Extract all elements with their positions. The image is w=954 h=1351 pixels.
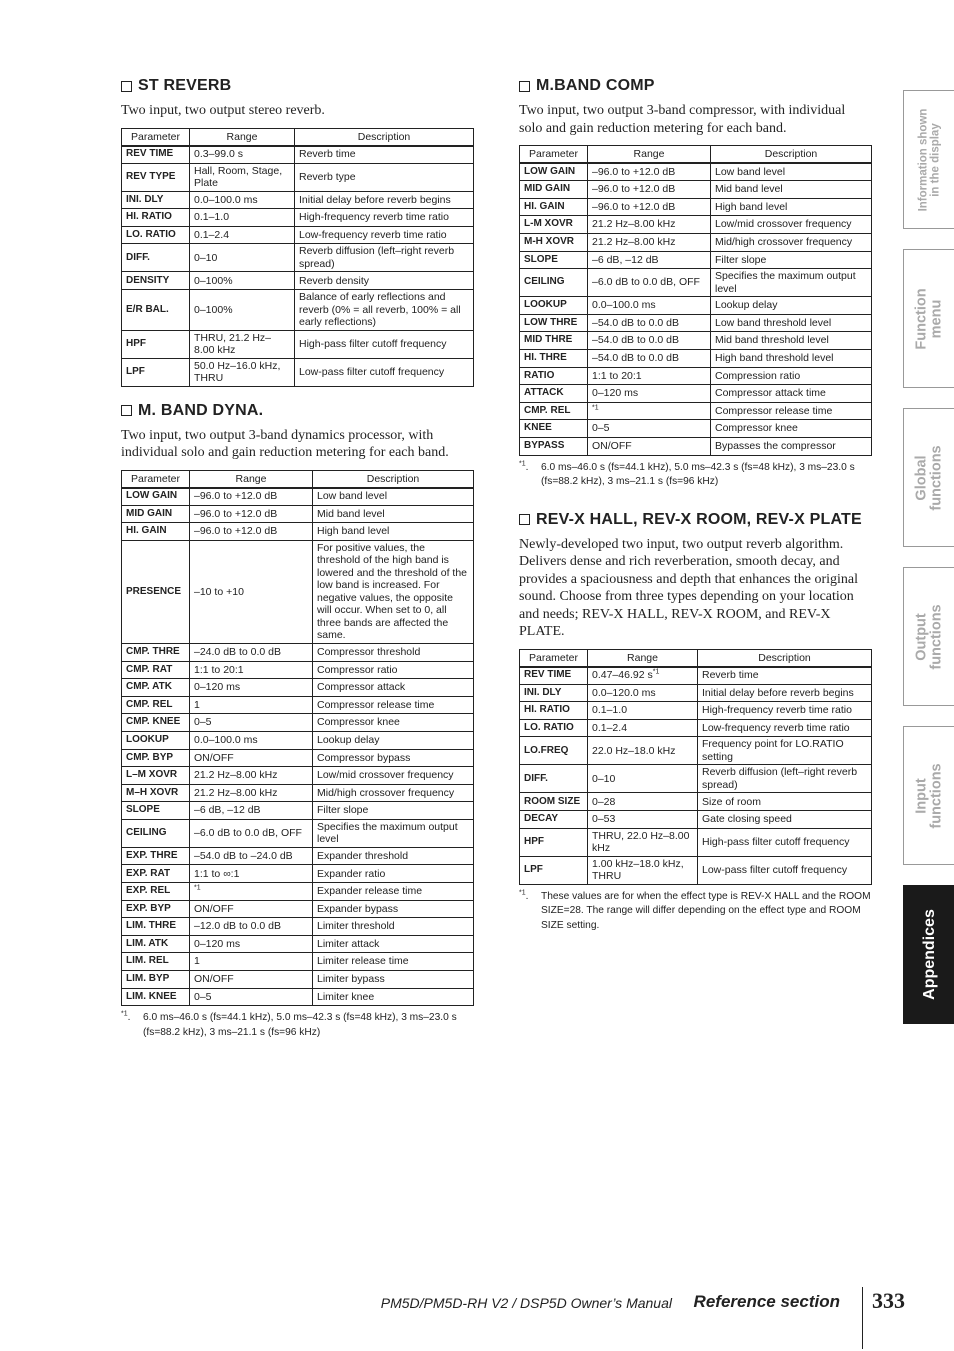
table-row: [520, 198, 872, 216]
parameter-cell: E/R BAL.: [122, 290, 190, 331]
parameter-cell: M–H XOVR: [122, 784, 190, 802]
parameter-cell: LPF: [520, 856, 588, 884]
description-cell: Compressor release time: [313, 696, 474, 714]
left-column: [121, 76, 474, 1040]
parameter-cell: HI. GAIN: [520, 198, 588, 216]
description-cell: Limiter threshold: [313, 918, 474, 936]
table-row: [520, 702, 872, 720]
table-row: [520, 367, 872, 385]
range-cell: 0–53: [588, 811, 698, 829]
description-cell: Expander release time: [313, 883, 474, 901]
parameter-cell: LIM. REL: [122, 953, 190, 971]
description-cell: Compressor release time: [711, 402, 872, 420]
parameter-cell: ROOM SIZE: [520, 793, 588, 811]
range-cell: 0–120 ms: [588, 385, 711, 403]
parameter-cell: CMP. RAT: [122, 661, 190, 679]
table-row: [122, 146, 474, 164]
table-row: [520, 332, 872, 350]
col-header-description: Description: [313, 470, 474, 488]
range-cell: –24.0 dB to 0.0 dB: [190, 643, 313, 661]
range-cell: 0.47–46.92 $s^{*1}$: [588, 667, 698, 685]
range-cell: 1: [190, 696, 313, 714]
range-cell: 1:1 to ∞:1: [190, 865, 313, 883]
revx-intro: Newly-developed two input, two output reverb algorithm. Delivers dense and rich reverberation, smooth decay, and provides a spaciousness and depth that enhances the original sound. Choose from three types depending on your location and needs; REV-X HALL, REV-X ROOM, and REV-X PLATE.: [519, 536, 859, 639]
mband-comp-table: [519, 145, 872, 456]
table-row: [122, 488, 474, 506]
range-cell: 0–120 ms: [190, 935, 313, 953]
range-cell: ON/OFF: [190, 971, 313, 989]
description-cell: Low band threshold level: [711, 314, 872, 332]
col-header-parameter: Parameter: [520, 146, 588, 164]
table-row: [520, 420, 872, 438]
tab-appendices[interactable]: Appendices: [903, 885, 954, 1024]
description-cell: High band level: [711, 198, 872, 216]
col-header-range: Range: [190, 470, 313, 488]
description-cell: Compressor attack time: [711, 385, 872, 403]
range-cell: 1:1 to 20:1: [190, 661, 313, 679]
range-cell: ON/OFF: [190, 749, 313, 767]
parameter-cell: RATIO: [520, 367, 588, 385]
parameter-cell: INI. DLY: [520, 684, 588, 702]
range-cell: –6 dB, –12 dB: [190, 802, 313, 820]
description-cell: Compressor attack: [313, 679, 474, 697]
range-cell: –6.0 dB to 0.0 dB, OFF: [190, 819, 313, 847]
range-cell: 0.0–100.0 ms: [190, 191, 295, 209]
parameter-cell: L-M XOVR: [520, 216, 588, 234]
table-row: [122, 505, 474, 523]
mband-dyna-heading: M. BAND DYNA.: [121, 401, 474, 421]
parameter-cell: SLOPE: [122, 802, 190, 820]
range-cell: 1: [190, 953, 313, 971]
description-cell: Low/mid crossover frequency: [711, 216, 872, 234]
description-cell: Compressor threshold: [313, 643, 474, 661]
range-cell: –96.0 to +12.0 dB: [588, 163, 711, 181]
description-cell: Compressor bypass: [313, 749, 474, 767]
parameter-cell: CMP. KNEE: [122, 714, 190, 732]
range-cell: *1: [190, 883, 313, 901]
col-header-description: Description: [711, 146, 872, 164]
description-cell: Filter slope: [313, 802, 474, 820]
table-row: [520, 163, 872, 181]
description-cell: Limiter bypass: [313, 971, 474, 989]
table-row: [520, 314, 872, 332]
range-cell: –12.0 dB to 0.0 dB: [190, 918, 313, 936]
mband-comp-intro: Two input, two output 3-band compressor, with individual solo and gain reduction metering for each band.: [519, 103, 846, 136]
table-row: [520, 437, 872, 455]
table-row: [122, 988, 474, 1006]
parameter-cell: LPF: [122, 358, 190, 386]
range-cell: 50.0 Hz–16.0 kHz, THRU: [190, 358, 295, 386]
parameter-cell: PRESENCE: [122, 540, 190, 643]
description-cell: Reverb diffusion (left–right reverb spread): [698, 765, 872, 793]
table-row: [122, 643, 474, 661]
parameter-cell: REV TYPE: [122, 163, 190, 191]
description-cell: High band threshold level: [711, 349, 872, 367]
description-cell: Specifies the maximum output level: [711, 269, 872, 297]
description-cell: Frequency point for LO.RATIO setting: [698, 737, 872, 765]
description-cell: Initial delay before reverb begins: [698, 684, 872, 702]
parameter-cell: ATTACK: [520, 385, 588, 403]
range-cell: 0–5: [190, 714, 313, 732]
description-cell: Compression ratio: [711, 367, 872, 385]
table-row: [122, 784, 474, 802]
description-cell: Mid/high crossover frequency: [711, 233, 872, 251]
description-cell: High-pass filter cutoff frequency: [698, 828, 872, 856]
tab-function-menu[interactable]: Function menu: [903, 249, 954, 388]
table-row: [520, 856, 872, 884]
table-row: [122, 244, 474, 272]
footer-manual-title: PM5D/PM5D-RH V2 / DSP5D Owner’s Manual: [380, 1295, 672, 1311]
range-cell: 1:1 to 20:1: [588, 367, 711, 385]
description-cell: Compressor knee: [313, 714, 474, 732]
parameter-cell: LOOKUP: [122, 731, 190, 749]
table-row: [520, 233, 872, 251]
description-cell: Low band level: [313, 488, 474, 506]
col-header-parameter: Parameter: [520, 649, 588, 667]
range-cell: Hall, Room, Stage, Plate: [190, 163, 295, 191]
range-cell: 0–5: [190, 988, 313, 1006]
parameter-cell: M-H XOVR: [520, 233, 588, 251]
parameter-cell: LO.FREQ: [520, 737, 588, 765]
description-cell: High-frequency reverb time ratio: [295, 209, 474, 227]
table-row: [122, 330, 474, 358]
parameter-cell: EXP. BYP: [122, 900, 190, 918]
parameter-cell: LIM. ATK: [122, 935, 190, 953]
checkbox-bullet-icon: [121, 405, 132, 416]
description-cell: For positive values, the threshold of the high band is lowered and the threshold of the low band is increased. For negative values, the opposite will occur. When set to 0, all three bands are affected the same.: [313, 540, 474, 643]
description-cell: Reverb density: [295, 272, 474, 290]
parameter-cell: LOW GAIN: [122, 488, 190, 506]
table-row: [122, 540, 474, 643]
table-row: [122, 847, 474, 865]
table-row: [520, 684, 872, 702]
parameter-cell: INI. DLY: [122, 191, 190, 209]
col-header-parameter: Parameter: [122, 470, 190, 488]
range-cell: –6.0 dB to 0.0 dB, OFF: [588, 269, 711, 297]
revx-footnote: $^{*1}$. These values are for when the effect type is REV-X HALL and the ROOM SIZE=28. The range will differ depending on the effect type and ROOM SIZE setting.: [519, 889, 871, 931]
parameter-cell: MID THRE: [520, 332, 588, 350]
tab-output-functions[interactable]: Output functions: [903, 567, 954, 706]
parameter-cell: LO. RATIO: [122, 226, 190, 244]
tab-global-functions[interactable]: Global functions: [903, 408, 954, 547]
description-cell: Expander ratio: [313, 865, 474, 883]
description-cell: Size of room: [698, 793, 872, 811]
table-row: [520, 793, 872, 811]
footer-section-name: Reference section: [693, 1292, 840, 1311]
parameter-cell: DECAY: [520, 811, 588, 829]
range-cell: ON/OFF: [190, 900, 313, 918]
description-cell: Compressor knee: [711, 420, 872, 438]
range-cell: –96.0 to +12.0 dB: [190, 488, 313, 506]
table-row: [520, 719, 872, 737]
range-cell: ON/OFF: [588, 437, 711, 455]
parameter-cell: EXP. RAT: [122, 865, 190, 883]
table-row: [122, 661, 474, 679]
parameter-cell: LOW GAIN: [520, 163, 588, 181]
revx-heading: REV-X HALL, REV-X ROOM, REV-X PLATE: [519, 510, 872, 530]
description-cell: Low-pass filter cutoff frequency: [698, 856, 872, 884]
parameter-cell: DIFF.: [122, 244, 190, 272]
checkbox-bullet-icon: [519, 514, 530, 525]
page-number: 333: [872, 1288, 905, 1313]
table-row: [122, 749, 474, 767]
table-row: [122, 935, 474, 953]
range-cell: –10 to +10: [190, 540, 313, 643]
parameter-cell: LOW THRE: [520, 314, 588, 332]
parameter-cell: CMP. BYP: [122, 749, 190, 767]
parameter-cell: LIM. KNEE: [122, 988, 190, 1006]
description-cell: Balance of early reflections and reverb (0% = all reverb, 100% = all early reflections): [295, 290, 474, 331]
description-cell: Mid/high crossover frequency: [313, 784, 474, 802]
description-cell: Mid band level: [711, 181, 872, 199]
description-cell: Reverb time: [698, 667, 872, 685]
parameter-cell: CEILING: [520, 269, 588, 297]
table-row: [122, 679, 474, 697]
revx-table: [519, 649, 872, 885]
parameter-cell: HI. GAIN: [122, 523, 190, 541]
range-cell: *1: [588, 402, 711, 420]
range-cell: –96.0 to +12.0 dB: [588, 181, 711, 199]
parameter-cell: HI. RATIO: [520, 702, 588, 720]
table-row: [520, 811, 872, 829]
description-cell: Initial delay before reverb begins: [295, 191, 474, 209]
parameter-cell: DENSITY: [122, 272, 190, 290]
range-cell: –54.0 dB to –24.0 dB: [190, 847, 313, 865]
table-row: [520, 828, 872, 856]
description-cell: Expander threshold: [313, 847, 474, 865]
table-row: [122, 358, 474, 386]
parameter-cell: LOOKUP: [520, 297, 588, 315]
description-cell: Limiter release time: [313, 953, 474, 971]
col-header-description: Description: [698, 649, 872, 667]
range-cell: –54.0 dB to 0.0 dB: [588, 349, 711, 367]
description-cell: Specifies the maximum output level: [313, 819, 474, 847]
description-cell: Low-frequency reverb time ratio: [295, 226, 474, 244]
st-reverb-heading: ST REVERB: [121, 76, 474, 96]
mband-dyna-table: [121, 470, 474, 1007]
parameter-cell: CMP. ATK: [122, 679, 190, 697]
description-cell: Gate closing speed: [698, 811, 872, 829]
description-cell: Lookup delay: [711, 297, 872, 315]
table-row: [122, 226, 474, 244]
table-row: [122, 731, 474, 749]
range-cell: 0.1–1.0: [588, 702, 698, 720]
parameter-cell: CMP. REL: [122, 696, 190, 714]
tab-information-shown[interactable]: Information shown in the display: [903, 90, 954, 229]
description-cell: Expander bypass: [313, 900, 474, 918]
description-cell: High band level: [313, 523, 474, 541]
description-cell: Low-frequency reverb time ratio: [698, 719, 872, 737]
table-row: [122, 523, 474, 541]
range-cell: THRU, 21.2 Hz–8.00 kHz: [190, 330, 295, 358]
parameter-cell: CMP. REL: [520, 402, 588, 420]
parameter-cell: MID GAIN: [122, 505, 190, 523]
parameter-cell: KNEE: [520, 420, 588, 438]
table-row: [122, 971, 474, 989]
description-cell: Limiter knee: [313, 988, 474, 1006]
table-row: [122, 272, 474, 290]
parameter-cell: REV TIME: [520, 667, 588, 685]
tab-input-functions[interactable]: Input functions: [903, 726, 954, 865]
parameter-cell: BYPASS: [520, 437, 588, 455]
table-row: [520, 181, 872, 199]
description-cell: Lookup delay: [313, 731, 474, 749]
range-cell: –6 dB, –12 dB: [588, 251, 711, 269]
table-row: [122, 918, 474, 936]
parameter-cell: SLOPE: [520, 251, 588, 269]
description-cell: Mid band level: [313, 505, 474, 523]
col-header-parameter: Parameter: [122, 128, 190, 146]
range-cell: 1.00 kHz–18.0 kHz, THRU: [588, 856, 698, 884]
description-cell: Reverb diffusion (left–right reverb spread): [295, 244, 474, 272]
range-cell: 21.2 Hz–8.00 kHz: [588, 233, 711, 251]
range-cell: 21.2 Hz–8.00 kHz: [190, 784, 313, 802]
parameter-cell: MID GAIN: [520, 181, 588, 199]
table-row: [122, 163, 474, 191]
range-cell: 0.0–120.0 ms: [588, 684, 698, 702]
table-row: [122, 900, 474, 918]
st-reverb-table: [121, 128, 474, 387]
range-cell: –96.0 to +12.0 dB: [588, 198, 711, 216]
description-cell: Low/mid crossover frequency: [313, 767, 474, 785]
parameter-cell: REV TIME: [122, 146, 190, 164]
right-column: [519, 76, 872, 933]
parameter-cell: HI. THRE: [520, 349, 588, 367]
table-row: [520, 349, 872, 367]
description-cell: Filter slope: [711, 251, 872, 269]
range-cell: 0–5: [588, 420, 711, 438]
description-cell: Low-pass filter cutoff frequency: [295, 358, 474, 386]
range-cell: 0–100%: [190, 290, 295, 331]
table-row: [122, 802, 474, 820]
table-row: [122, 767, 474, 785]
range-cell: 21.2 Hz–8.00 kHz: [588, 216, 711, 234]
range-cell: 0.1–1.0: [190, 209, 295, 227]
table-row: [122, 865, 474, 883]
table-row: [520, 216, 872, 234]
table-row: [520, 297, 872, 315]
parameter-cell: LIM. BYP: [122, 971, 190, 989]
range-cell: –96.0 to +12.0 dB: [190, 523, 313, 541]
table-row: [122, 819, 474, 847]
parameter-cell: CEILING: [122, 819, 190, 847]
description-cell: Reverb type: [295, 163, 474, 191]
description-cell: Compressor ratio: [313, 661, 474, 679]
table-row: [520, 737, 872, 765]
mband-comp-heading: M.BAND COMP: [519, 76, 872, 96]
col-header-description: Description: [295, 128, 474, 146]
description-cell: Reverb time: [295, 146, 474, 164]
description-cell: Limiter attack: [313, 935, 474, 953]
range-cell: 0.3–99.0 s: [190, 146, 295, 164]
range-cell: –96.0 to +12.0 dB: [190, 505, 313, 523]
table-row: [122, 714, 474, 732]
description-cell: High-frequency reverb time ratio: [698, 702, 872, 720]
table-row: [122, 209, 474, 227]
table-row: [520, 269, 872, 297]
parameter-cell: HPF: [122, 330, 190, 358]
parameter-cell: LO. RATIO: [520, 719, 588, 737]
footer-divider: [862, 1287, 863, 1349]
range-cell: 22.0 Hz–18.0 kHz: [588, 737, 698, 765]
range-cell: 0.0–100.0 ms: [190, 731, 313, 749]
table-row: [122, 883, 474, 901]
range-cell: 0.0–100.0 ms: [588, 297, 711, 315]
table-row: [520, 667, 872, 685]
table-row: [122, 696, 474, 714]
table-row: [122, 191, 474, 209]
parameter-cell: DIFF.: [520, 765, 588, 793]
table-row: [520, 251, 872, 269]
parameter-cell: CMP. THRE: [122, 643, 190, 661]
description-cell: Bypasses the compressor: [711, 437, 872, 455]
range-cell: 0–10: [190, 244, 295, 272]
table-row: [520, 385, 872, 403]
mband-comp-footnote: $^{*1}$. 6.0 ms–46.0 s (fs=44.1 kHz), 5.0 ms–42.3 s (fs=48 kHz), 3 ms–23.0 s (fs=88.2 kHz), 3 ms–21.1 s (fs=96 kHz): [519, 460, 855, 487]
description-cell: High-pass filter cutoff frequency: [295, 330, 474, 358]
st-reverb-intro: Two input, two output stereo reverb.: [121, 103, 325, 118]
parameter-cell: EXP. REL: [122, 883, 190, 901]
range-cell: 0.1–2.4: [190, 226, 295, 244]
parameter-cell: LIM. THRE: [122, 918, 190, 936]
parameter-cell: L–M XOVR: [122, 767, 190, 785]
range-cell: –54.0 dB to 0.0 dB: [588, 332, 711, 350]
table-row: [122, 953, 474, 971]
page-footer: [0, 1288, 954, 1321]
range-cell: 0.1–2.4: [588, 719, 698, 737]
table-row: [520, 765, 872, 793]
range-cell: –54.0 dB to 0.0 dB: [588, 314, 711, 332]
range-cell: THRU, 22.0 Hz–8.00 kHz: [588, 828, 698, 856]
parameter-cell: HPF: [520, 828, 588, 856]
checkbox-bullet-icon: [519, 81, 530, 92]
col-header-range: Range: [588, 649, 698, 667]
description-cell: Low band level: [711, 163, 872, 181]
mband-dyna-intro: Two input, two output 3-band dynamics processor, with individual solo and gain reduction metering for each band.: [121, 427, 449, 461]
range-cell: 0–10: [588, 765, 698, 793]
col-header-range: Range: [588, 146, 711, 164]
mband-dyna-footnote: $^{*1}$. 6.0 ms–46.0 s (fs=44.1 kHz), 5.0 ms–42.3 s (fs=48 kHz), 3 ms–23.0 s (fs=88.2 kHz), 3 ms–21.1 s (fs=96 kHz): [121, 1010, 457, 1038]
range-cell: 0–100%: [190, 272, 295, 290]
range-cell: 0–120 ms: [190, 679, 313, 697]
col-header-range: Range: [190, 128, 295, 146]
checkbox-bullet-icon: [121, 81, 132, 92]
table-row: [122, 290, 474, 331]
table-row: [520, 402, 872, 420]
parameter-cell: HI. RATIO: [122, 209, 190, 227]
description-cell: Mid band threshold level: [711, 332, 872, 350]
range-cell: 0–28: [588, 793, 698, 811]
range-cell: 21.2 Hz–8.00 kHz: [190, 767, 313, 785]
parameter-cell: EXP. THRE: [122, 847, 190, 865]
